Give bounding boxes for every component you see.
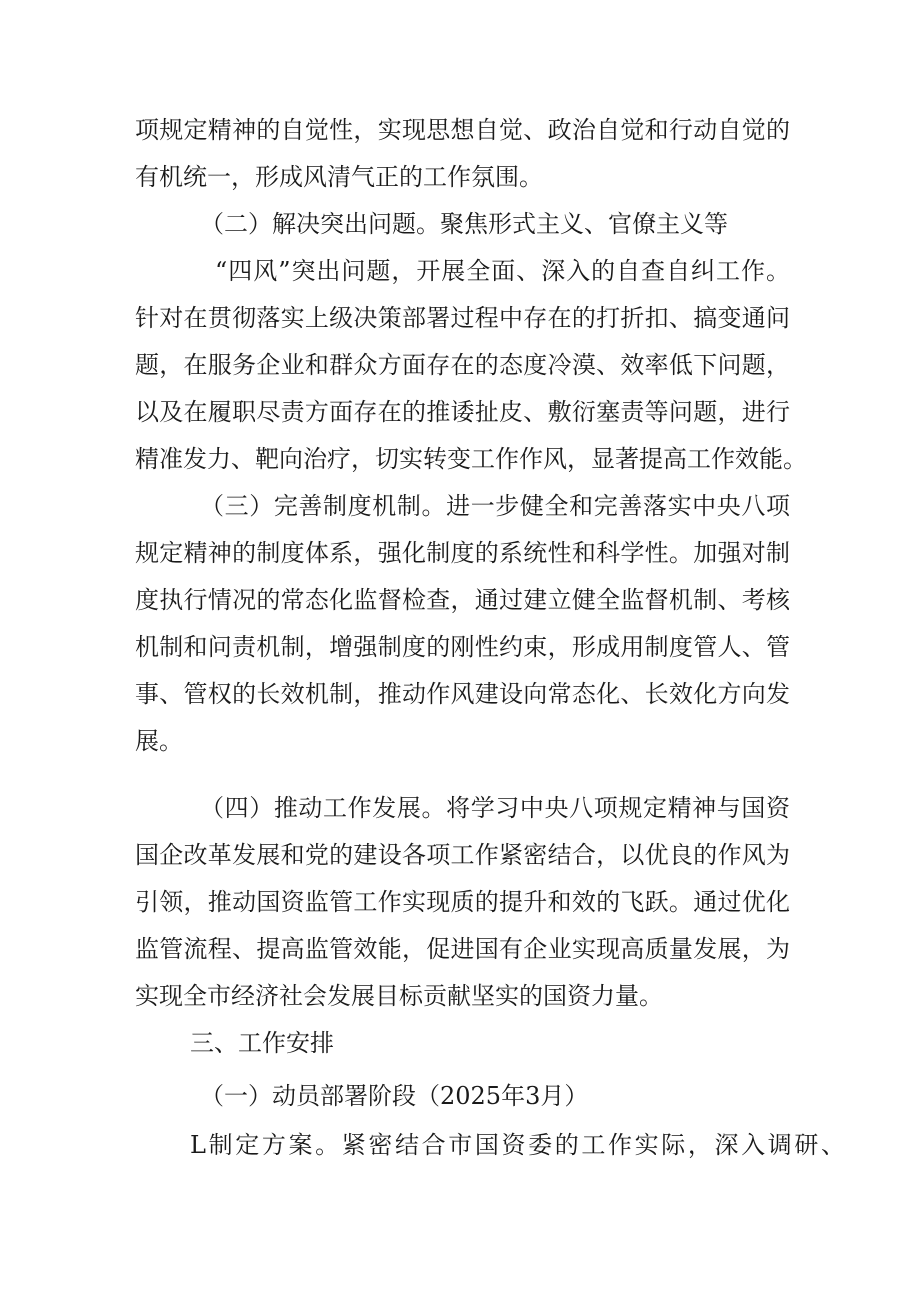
text-line: “四风”突出问题，开展全面、深入的自查自纠工作。 (215, 257, 790, 285)
text-line: 事、管权的长效机制，推动作风建设向常态化、长效化方向发 (135, 680, 790, 708)
text-line: （二）解决突出问题。聚焦形式主义、官僚主义等 (200, 210, 728, 238)
text-line: 精准发力、靶向治疗，切实转变工作作风，显著提高工作效能。 (135, 445, 807, 473)
text-line: 机制和问责机制，增强制度的刚性约束，形成用制度管人、管 (135, 633, 790, 661)
text-line: 引领，推动国资监管工作实现质的提升和效的飞跃。通过优化 (135, 888, 790, 916)
text-line: 监管流程、提高监管效能，促进国有企业实现高质量发展，为 (135, 935, 790, 963)
text-line: 项规定精神的自觉性，实现思想自觉、政治自觉和行动自觉的 (135, 116, 790, 144)
text-line: 展。 (135, 727, 183, 755)
text-line: 三、工作安排 (190, 1029, 334, 1057)
text-line: 规定精神的制度体系，强化制度的系统性和科学性。加强对制 (135, 539, 790, 567)
text-line: 以及在履职尽责方面存在的推诿扯皮、敷衍塞责等问题，进行 (135, 398, 790, 426)
text-line: （一）动员部署阶段（2025年3月） (200, 1082, 589, 1110)
text-line: 实现全市经济社会发展目标贡献坚实的国资力量。 (135, 982, 663, 1010)
text-line: 度执行情况的常态化监督检查，通过建立健全监督机制、考核 (135, 586, 790, 614)
text-line: 国企改革发展和党的建设各项工作紧密结合，以优良的作风为 (135, 841, 790, 869)
text-line: 有机统一，形成风清气正的工作氛围。 (135, 163, 543, 191)
text-line: （三）完善制度机制。进一步健全和完善落实中央八项 (200, 492, 790, 520)
text-line: （四）推动工作发展。将学习中央八项规定精神与国资 (200, 794, 790, 822)
text-line: 题，在服务企业和群众方面存在的态度冷漠、效率低下问题， (135, 351, 790, 379)
text-line: L制定方案。紧密结合市国资委的工作实际，深入调研、 (190, 1131, 845, 1159)
text-line: 针对在贯彻落实上级决策部署过程中存在的打折扣、搞变通问 (135, 304, 790, 332)
